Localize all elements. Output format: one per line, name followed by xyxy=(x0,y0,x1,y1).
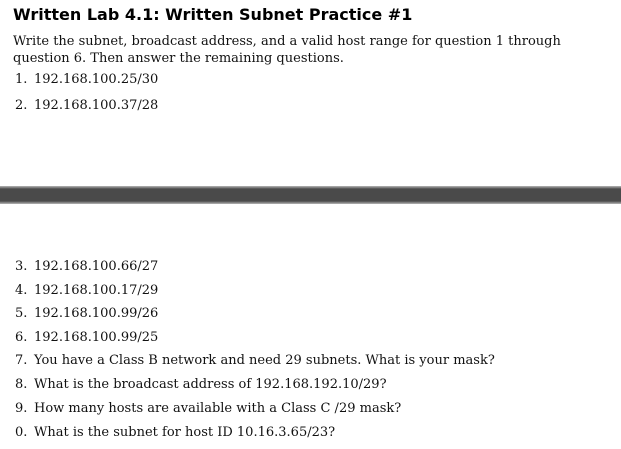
question-number: 1. xyxy=(15,72,28,87)
question-text: How many hosts are available with a Class C /29 mask? xyxy=(34,401,402,416)
question-number: 4. xyxy=(15,283,28,298)
question-number: 2. xyxy=(15,98,28,113)
question-number: 6. xyxy=(15,330,28,345)
question-item xyxy=(15,330,158,345)
question-text: 192.168.100.66/27 xyxy=(34,259,159,274)
question-number: 8. xyxy=(15,377,28,392)
question-item xyxy=(15,377,387,392)
question-text: What is the subnet for host ID 10.16.3.65/23? xyxy=(34,425,336,440)
question-number: 0. xyxy=(15,425,28,440)
instructions-text: Write the subnet, broadcast address, and a valid host range for question 1 through question 6. Then answer the remaining questions. xyxy=(13,34,561,66)
question-number: 7. xyxy=(15,353,28,368)
question-text: What is the broadcast address of 192.168.192.10/29? xyxy=(34,377,387,392)
question-item xyxy=(15,425,335,440)
question-number: 3. xyxy=(15,259,28,274)
question-item xyxy=(15,283,158,298)
question-text: 192.168.100.17/29 xyxy=(34,283,159,298)
question-text: You have a Class B network and need 29 subnets. What is your mask? xyxy=(34,353,495,368)
question-number: 5. xyxy=(15,306,28,321)
page-title: Written Lab 4.1: Written Subnet Practice #1 xyxy=(13,5,413,24)
question-item xyxy=(15,401,401,416)
question-text: 192.168.100.99/25 xyxy=(34,330,159,345)
question-item xyxy=(15,259,158,274)
question-item xyxy=(15,353,495,368)
question-item xyxy=(15,306,158,321)
question-item xyxy=(15,98,158,113)
question-number: 9. xyxy=(15,401,28,416)
question-item xyxy=(15,72,158,87)
question-text: 192.168.100.25/30 xyxy=(34,72,159,87)
question-text: 192.168.100.37/28 xyxy=(34,98,159,113)
question-text: 192.168.100.99/26 xyxy=(34,306,159,321)
page-break-divider xyxy=(0,186,621,204)
